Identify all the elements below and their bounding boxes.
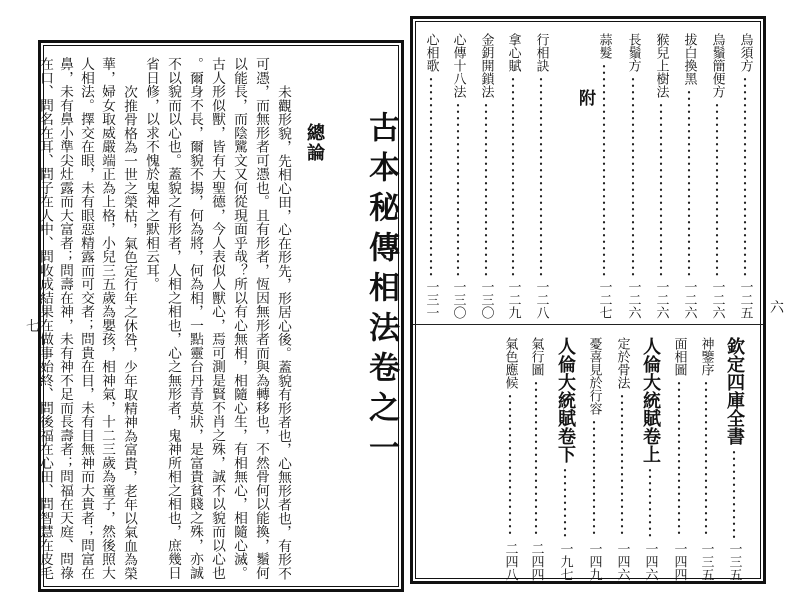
toc-page: 一四九 (586, 542, 602, 581)
toc-page: 一四四 (671, 542, 687, 581)
toc-title: 金鈅開鎖法 (478, 33, 494, 98)
toc-title: 神鑒序 (698, 337, 714, 376)
toc-entry (531, 33, 551, 319)
text-column: 。爾身不長，爾貌不揚，何為將，何為相，一點靈台丹青莫狀，是富貴貧賤之殊，亦誠 (187, 57, 203, 580)
toc-page: 一二六 (681, 280, 697, 319)
toc-entry (500, 337, 520, 581)
toc-entry (707, 33, 727, 319)
text-column: 在口、問名在耳、問子在人中、問收成結果在做事始終、問後福在心田、問智慧在皮毛 (37, 57, 53, 580)
toc-title: 心傳十八法 (450, 33, 466, 98)
dot-leader (732, 449, 736, 538)
toc-title: 人倫大統賦卷上 (640, 337, 661, 463)
toc-entry (526, 337, 546, 581)
toc-entry (696, 337, 716, 581)
dot-leader (677, 380, 681, 538)
toc-page: 一二六 (709, 280, 725, 319)
dot-leader (511, 76, 515, 276)
text-column: 可憑，而無形者可憑也。且有形者，恆因無形者而與為轉移也，不然骨何以能換，鬚何 (253, 57, 269, 580)
dot-leader (631, 76, 635, 276)
text-column: 鼻，未有鼻小準尖灶露而大富者；問壽在神，未有神不足而長壽者；問福在天庭、問祿 (57, 57, 73, 580)
toc-page: 一二九 (505, 280, 521, 319)
dot-leader (715, 102, 719, 276)
toc-entry (448, 33, 468, 319)
toc-title: 行相訣 (533, 33, 549, 72)
toc-entry (503, 33, 523, 319)
left-page (38, 40, 404, 592)
toc-title: 烏鬚簡便方 (709, 33, 725, 98)
dot-leader (508, 393, 512, 538)
toc-entry (623, 33, 643, 319)
toc-page: 一三〇 (450, 280, 466, 319)
text-column: 古人形似獸，皆有大聖德，今人表似人獸心，焉可測是賢不肖之殊，誠不以貌而以心也 (209, 57, 225, 580)
book-title: 古本秘傳相法卷之一 (363, 111, 399, 471)
dot-leader (539, 76, 543, 276)
text-column: 不以貌而以心也。蓋貌之有形者，人相之相也，心之無形者，鬼神所相之相也，庶幾日 (165, 57, 181, 580)
toc-page: 一九七 (557, 542, 573, 581)
toc-entry (553, 337, 577, 581)
toc-title: 心相歌 (423, 33, 439, 72)
toc-page: 一二六 (653, 280, 669, 319)
text-column: 省日修，以求不愧於鬼神之默相云耳。 (143, 57, 159, 291)
toc-title: 面相圖 (671, 337, 687, 376)
toc-page: 一二五 (737, 280, 753, 319)
toc-page: 一二八 (533, 280, 549, 319)
dot-leader (592, 419, 596, 538)
toc-title: 猴兒上樹法 (653, 33, 669, 98)
toc-page: 一三一 (423, 280, 439, 319)
toc-title: 長鬚方 (625, 33, 641, 72)
dot-leader (648, 467, 652, 538)
toc-title: 氣色應候 (502, 337, 518, 389)
toc-title: 人倫大統賦卷下 (555, 337, 576, 463)
dot-leader (563, 467, 567, 538)
toc-page: 二四四 (528, 542, 544, 581)
toc-page: 一二六 (625, 280, 641, 319)
toc-page: 一二七 (596, 280, 612, 319)
text-column: 人相法。擇交在眼，未有眼惡精露而可交者；問貴在目，未有目無神而大貴者；問富在 (78, 57, 94, 580)
toc-entry (421, 33, 441, 319)
page-number-right: 六 (770, 300, 784, 316)
dot-leader (429, 76, 433, 276)
text-column: 未觀形貌，先相心田，心在形先，形居心後。蓋貌有形者也，心無形者也，有形不 (275, 85, 291, 580)
toc-title: 欽定四庫全書 (724, 337, 745, 445)
appendix-heading: 附 (575, 89, 595, 106)
dot-leader (704, 380, 708, 538)
toc-page: 一四六 (614, 542, 630, 581)
toc-title: 蒜髮 (596, 33, 612, 59)
dot-leader (743, 76, 747, 276)
text-column: 華，婦女取威嚴端正為上格，小兒三五歲為嬰孩，相神氣，十二三歲為童子，然後照大 (99, 57, 115, 580)
dot-leader (620, 393, 624, 538)
dot-leader (534, 380, 538, 538)
toc-entry (584, 337, 604, 581)
page-number-left: 七 (26, 319, 40, 335)
toc-entry (735, 33, 755, 319)
toc-entry (651, 33, 671, 319)
toc-entry (476, 33, 496, 319)
dot-leader (456, 102, 460, 276)
text-column: 次推骨格為一世之榮枯，氣色定行年之休咎，少年取精神為富貴，老年以氣血為榮 (121, 85, 137, 580)
text-column: 以能長，而陰騭文又何從現面乎哉？所以有心無相，相隨心生，有相無心，相隨心滅。 (231, 57, 247, 580)
toc-page: 一三〇 (478, 280, 494, 319)
toc-entry (669, 337, 689, 581)
toc-entry (638, 337, 662, 581)
section-heading: 總論 (304, 123, 325, 163)
dot-leader (659, 102, 663, 276)
toc-entry (722, 337, 746, 581)
toc-page: 一四六 (642, 542, 658, 581)
toc-title: 烏須方 (737, 33, 753, 72)
dot-leader (602, 63, 606, 276)
right-page-table-of-contents (410, 16, 766, 584)
toc-title: 拔白換黑 (681, 33, 697, 85)
toc-title: 定於骨法 (614, 337, 630, 389)
toc-entry (612, 337, 632, 581)
dot-leader (687, 89, 691, 276)
dot-leader (484, 102, 488, 276)
toc-page: 一三五 (698, 542, 714, 581)
toc-title: 憂喜見於行容 (586, 337, 602, 415)
toc-page: 一三五 (726, 542, 742, 581)
toc-entry (594, 33, 614, 319)
divider (413, 324, 763, 325)
toc-entry (679, 33, 699, 319)
toc-title: 氣行圖 (528, 337, 544, 376)
toc-title: 拿心賦 (505, 33, 521, 72)
toc-page: 二四八 (502, 542, 518, 581)
